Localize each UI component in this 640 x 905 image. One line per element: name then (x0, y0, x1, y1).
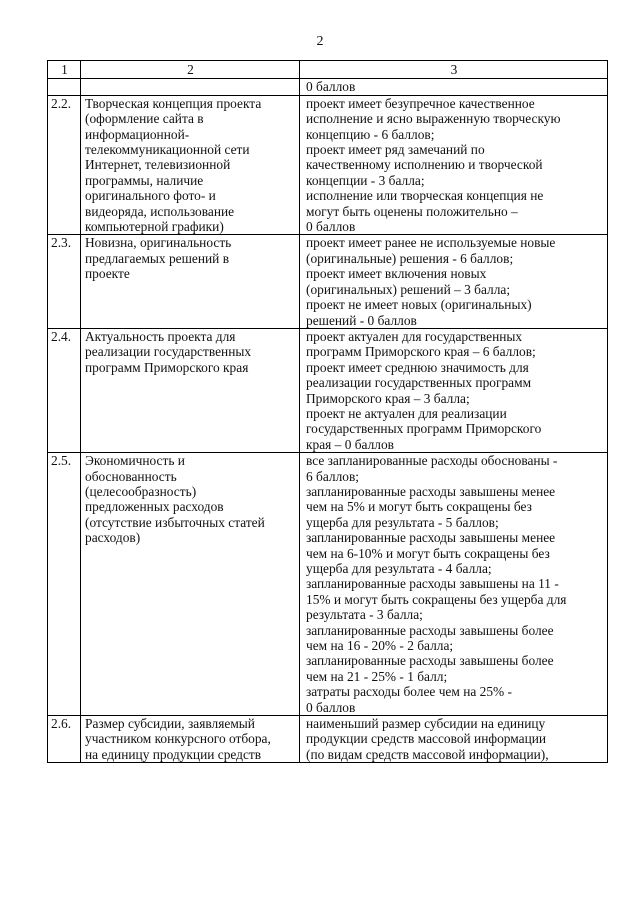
criterion-line: информационной- (85, 126, 190, 142)
table-row (48, 716, 608, 763)
score-line: ущерба для результата - 5 баллов; (306, 514, 499, 530)
criterion-line: Творческая концепция проекта (85, 95, 262, 111)
criterion-line: Экономичность и (85, 453, 185, 469)
criterion-line: Новизна, оригинальность (85, 235, 232, 251)
criterion-line: предложенных расходов (85, 499, 224, 515)
score-line: реализации государственных программ (306, 375, 532, 391)
criteria-table (47, 60, 608, 763)
score-line: чем на 6-10% и могут быть сокращены без (306, 545, 550, 561)
score-line: могут быть оценены положительно – (306, 203, 518, 219)
continuation-row (48, 79, 608, 95)
score-line: Приморского края – 3 балла; (306, 390, 470, 406)
table-row (48, 453, 608, 716)
score-line: проект имеет ряд замечаний по (306, 142, 485, 158)
table-header-row (48, 61, 608, 79)
criterion-line: обоснованность (85, 468, 177, 484)
criterion-line: Актуальность проекта для (85, 328, 236, 344)
criterion-line: проекте (85, 266, 130, 282)
score-line: исполнение и ясно выраженную творческую (306, 111, 561, 127)
continuation-criterion (81, 79, 300, 95)
header-col-2: 2 (81, 61, 300, 79)
criterion-cell (81, 716, 300, 763)
score-cell (300, 95, 608, 235)
score-line: проект имеет среднюю значимость для (306, 359, 529, 375)
score-line: ущерба для результата - 4 балла; (306, 561, 492, 576)
criterion-line: программы, наличие (85, 172, 204, 188)
criterion-line: оригинального фото- и (85, 188, 216, 204)
header-col-1: 1 (48, 61, 81, 79)
score-line: чем на 16 - 20% - 2 балла; (306, 638, 454, 654)
score-line: (по видам средств массовой информации), (306, 746, 549, 762)
criterion-line: видеоряда, использование (85, 203, 235, 219)
score-cell (300, 453, 608, 716)
score-line: 15% и могут быть сокращены без ущерба для (306, 591, 567, 607)
score-line: государственных программ Приморского (306, 421, 542, 437)
row-number: 2.2. (48, 95, 81, 235)
continuation-score: 0 баллов (300, 79, 608, 95)
criterion-line: реализации государственных (85, 344, 252, 360)
score-line: (оригинальные) решения - 6 баллов; (306, 250, 514, 266)
score-line: все запланированные расходы обоснованы - (306, 453, 558, 469)
score-line: запланированные расходы завышены на 11 - (306, 576, 559, 592)
criterion-line: программ Приморского края (85, 359, 249, 375)
score-line: запланированные расходы завышены более (306, 653, 554, 669)
criterion-line: на единицу продукции средств (85, 746, 262, 762)
score-line: 6 баллов; (306, 468, 360, 484)
header-col-3: 3 (300, 61, 608, 79)
table-body (48, 79, 608, 763)
score-line: проект имеет ранее не используемые новые (306, 235, 556, 251)
score-line: результата - 3 балла; (306, 607, 423, 623)
score-line: запланированные расходы завышены менее (306, 483, 556, 499)
row-number: 2.4. (48, 328, 81, 452)
row-number: 2.6. (48, 716, 81, 763)
criterion-line: предлагаемых решений в (85, 250, 230, 266)
row-number: 2.3. (48, 235, 81, 328)
score-line: концепции - 3 балла; (306, 172, 425, 188)
criterion-line: Размер субсидии, заявляемый (85, 716, 255, 732)
criterion-cell (81, 235, 300, 328)
score-line: наименьший размер субсидии на единицу (306, 716, 546, 732)
table-row (48, 328, 608, 452)
table-row (48, 95, 608, 235)
criterion-line: (отсутствие избыточных статей (85, 514, 265, 530)
score-line: края – 0 баллов (306, 436, 394, 452)
criterion-line: расходов) (85, 530, 141, 546)
score-line: программ Приморского края – 6 баллов; (306, 344, 536, 360)
page-number: 2 (316, 34, 324, 49)
continuation-num (48, 79, 81, 95)
score-line: запланированные расходы завышены более (306, 622, 554, 638)
criterion-line: компьютерной графики) (85, 219, 224, 235)
score-line: 0 баллов (306, 219, 356, 235)
score-line: проект имеет включения новых (306, 266, 487, 282)
criterion-line: (целесообразность) (85, 483, 197, 499)
score-line: запланированные расходы завышены менее (306, 530, 556, 546)
score-cell (300, 716, 608, 763)
score-cell (300, 328, 608, 452)
score-line: (оригинальных) решений – 3 балла; (306, 281, 511, 297)
score-line: продукции средств массовой информации (306, 731, 547, 747)
criterion-cell (81, 95, 300, 235)
criterion-line: участником конкурсного отбора, (85, 731, 271, 747)
score-line: чем на 5% и могут быть сокращены без (306, 499, 532, 515)
criterion-line: телекоммуникационной сети (85, 142, 250, 158)
score-cell (300, 235, 608, 328)
score-line: исполнение или творческая концепция не (306, 188, 544, 204)
criterion-cell (81, 328, 300, 452)
criterion-line: (оформление сайта в (85, 111, 204, 127)
score-line: концепцию - 6 баллов; (306, 126, 435, 142)
table-row (48, 235, 608, 328)
row-number: 2.5. (48, 453, 81, 716)
score-line: проект не актуален для реализации (306, 405, 507, 421)
score-line: 0 баллов (306, 699, 356, 715)
score-line: решений - 0 баллов (306, 312, 417, 328)
score-line: качественному исполнению и творческой (306, 157, 543, 173)
score-line: затраты расходы более чем на 25% - (306, 684, 513, 700)
score-line: проект актуален для государственных (306, 328, 523, 344)
score-line: чем на 21 - 25% - 1 балл; (306, 668, 448, 684)
score-line: проект имеет безупречное качественное (306, 95, 535, 111)
score-line: проект не имеет новых (оригинальных) (306, 297, 532, 313)
criterion-line: Интернет, телевизионной (85, 157, 231, 173)
criterion-cell (81, 453, 300, 716)
